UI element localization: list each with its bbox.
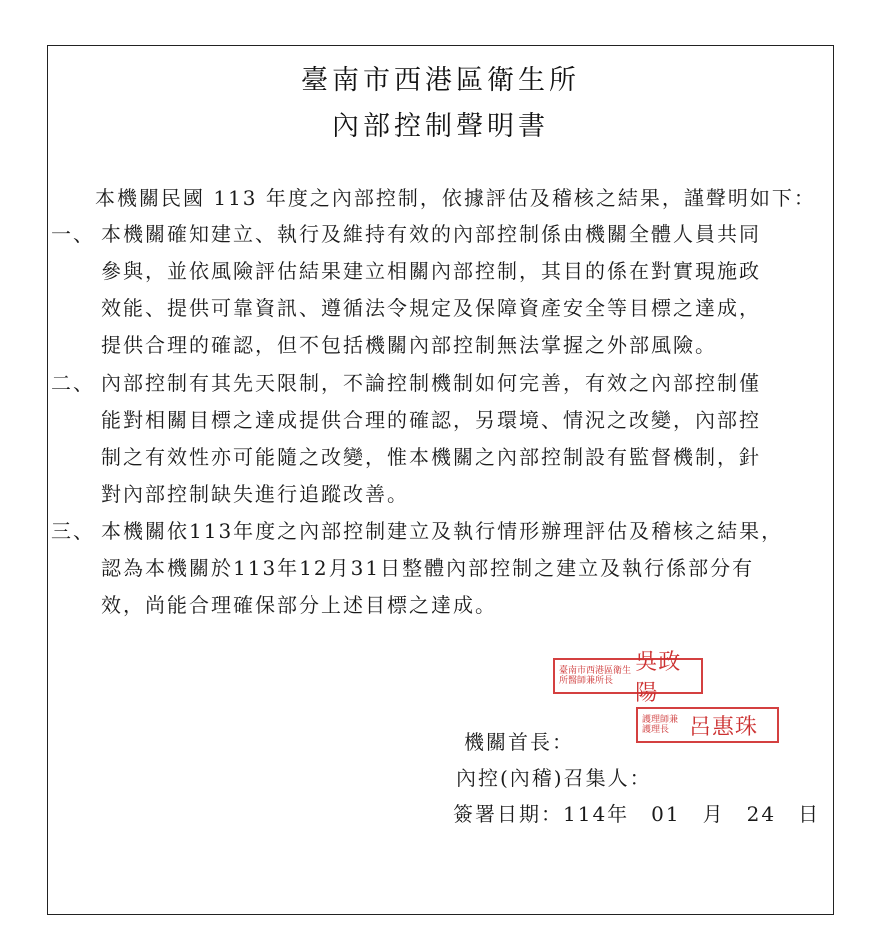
item-marker: 二、 xyxy=(51,371,95,395)
sign-date xyxy=(453,798,820,827)
item-line: 提供合理的確認，但不包括機關內部控制無法掌握之外部風險。 xyxy=(101,333,717,357)
seal-name: 吳政陽 xyxy=(635,650,682,706)
item-line: 本機關確知建立、執行及維持有效的內部控制係由機關全體人員共同 xyxy=(101,222,761,246)
date-value: 114年 01 月 24 日 xyxy=(563,802,821,826)
seal-name: 呂惠珠 xyxy=(689,714,759,740)
item-line: 參與，並依風險評估結果建立相關內部控制，其目的係在對實現施政 xyxy=(101,259,761,283)
convener-seal-stamp xyxy=(636,707,779,743)
seal-title: 護理師兼護理長 xyxy=(642,715,679,735)
seal-title: 臺南市西港區衛生所醫師兼所長 xyxy=(559,666,632,686)
head-label: 機關首長： xyxy=(464,730,574,754)
item-line: 效，尚能合理確保部分上述目標之達成。 xyxy=(101,593,497,617)
item-line: 效能、提供可靠資訊、遵循法令規定及保障資產安全等目標之達成， xyxy=(101,296,761,320)
date-label: 簽署日期： xyxy=(453,802,563,826)
document-title: 內部控制聲明書 xyxy=(332,111,549,142)
item-line: 認為本機關於113年12月31日整體內部控制之建立及執行係部分有 xyxy=(101,556,755,580)
item-line: 制之有效性亦可能隨之改變，惟本機關之內部控制設有監督機制，針 xyxy=(101,445,761,469)
item-line: 本機關依113年度之內部控制建立及執行情形辦理評估及稽核之結果， xyxy=(101,519,784,543)
statement-intro: 本機關民國 113 年度之內部控制，依據評估及稽核之結果，謹聲明如下： xyxy=(95,186,816,210)
document-title-agency: 臺南市西港區衛生所 xyxy=(301,65,580,96)
document-frame xyxy=(47,45,834,915)
item-line: 內部控制有其先天限制，不論控制機制如何完善，有效之內部控制僅 xyxy=(101,371,761,395)
item-line: 對內部控制缺失進行追蹤改善。 xyxy=(101,482,409,506)
convener-label: 內控(內稽)召集人： xyxy=(456,766,652,790)
item-marker: 一、 xyxy=(51,222,95,246)
item-marker: 三、 xyxy=(51,519,95,543)
item-line: 能對相關目標之達成提供合理的確認，另環境、情況之改變，內部控 xyxy=(101,408,761,432)
head-seal-stamp xyxy=(553,650,703,706)
